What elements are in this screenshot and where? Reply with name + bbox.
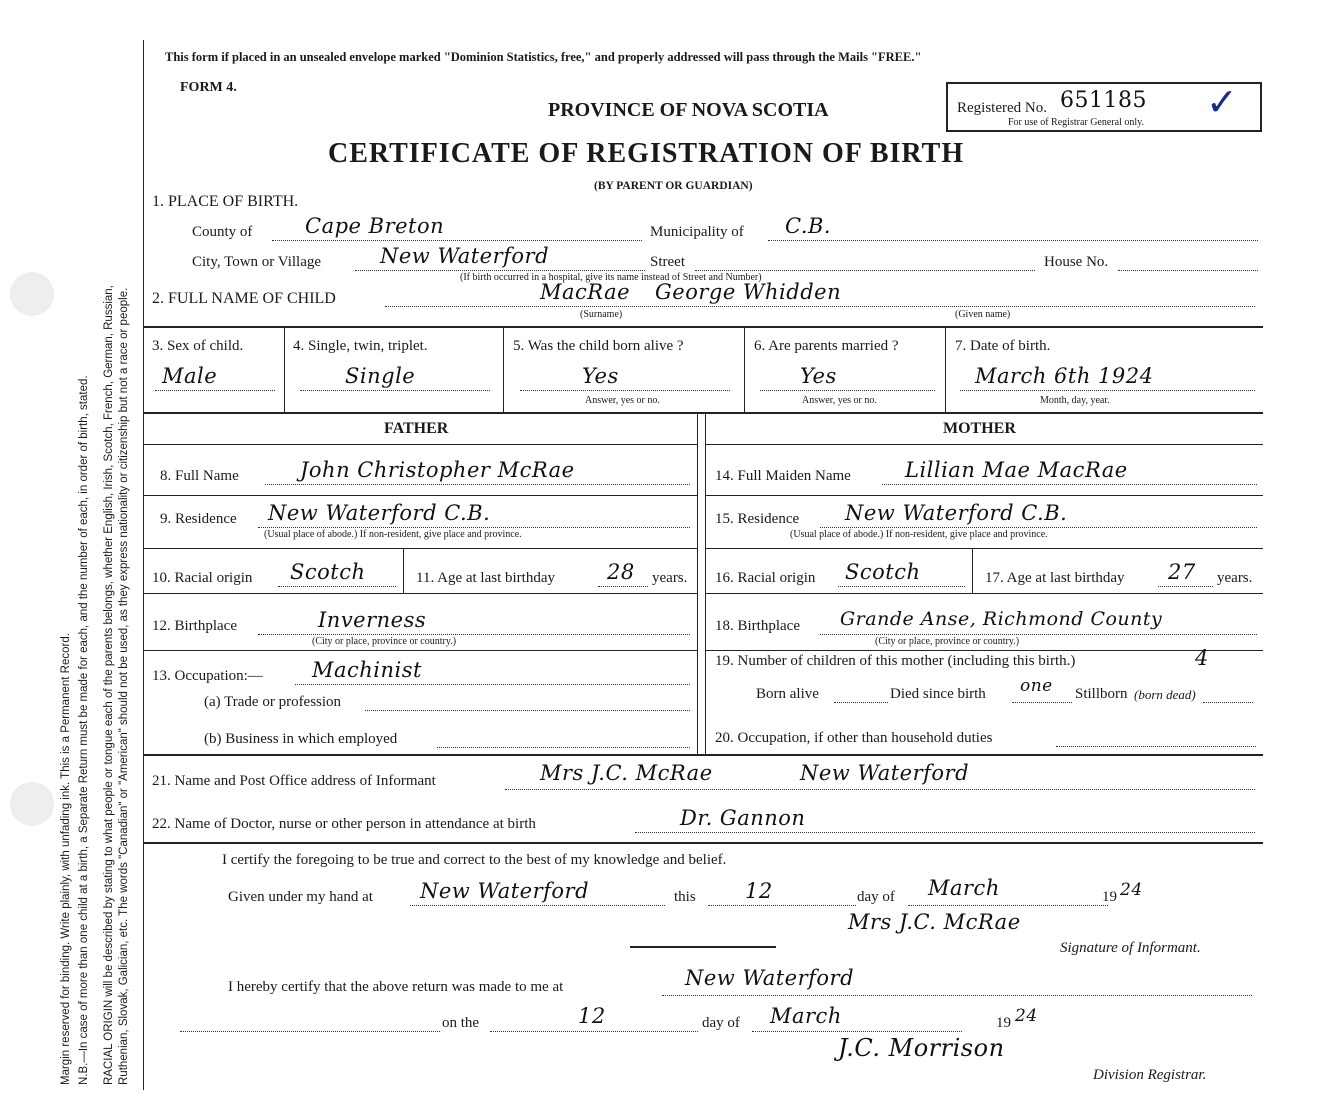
municipality-value: C.B.: [785, 214, 832, 238]
stillborn-label: Stillborn: [1075, 686, 1128, 702]
married-value: Yes: [800, 364, 837, 388]
mother-racial-label: 16. Racial origin: [715, 570, 816, 586]
alive-caption: Answer, yes or no.: [585, 395, 660, 406]
mother-children-value: 4: [1195, 646, 1209, 670]
this-label: this: [674, 889, 696, 905]
given-under-hand-label: Given under my hand at: [228, 889, 373, 905]
mother-age-unit: years.: [1217, 570, 1253, 586]
dob-label: 7. Date of birth.: [955, 338, 1051, 354]
mother-birthplace-value: Grande Anse, Richmond County: [840, 608, 1163, 630]
registrar-place: New Waterford: [685, 966, 855, 990]
mother-age-label: 17. Age at last birthday: [985, 570, 1125, 586]
father-residence-value: New Waterford C.B.: [268, 501, 491, 525]
month-value: March: [928, 876, 1000, 900]
father-residence-label: 9. Residence: [160, 511, 237, 527]
province-heading: PROVINCE OF NOVA SCOTIA: [548, 99, 829, 121]
margin-note-2: N.B.—In case of more than one child at a birth, a Separate Return must be made for each, and the number of each, in order of birth, stated.: [78, 375, 90, 1085]
father-age-unit: years.: [652, 570, 688, 586]
informant-signature: Mrs J.C. McRae: [848, 910, 1021, 934]
given-caption: (Given name): [955, 309, 1011, 320]
hospital-note: (If birth occurred in a hospital, give its name instead of Street and Number): [460, 272, 762, 283]
father-name-value: John Christopher McRae: [300, 458, 575, 482]
certificate-title: CERTIFICATE OF REGISTRATION OF BIRTH: [328, 138, 965, 169]
year-suffix: 24: [1120, 880, 1143, 900]
city-value: New Waterford: [380, 244, 550, 268]
mother-occupation-label: 20. Occupation, if other than household duties: [715, 730, 993, 746]
stillborn-caption: (born dead): [1134, 687, 1196, 702]
dob-value: March 6th 1924: [975, 364, 1154, 388]
trade-label: (a) Trade or profession: [204, 694, 342, 710]
registration-month: March: [770, 1004, 842, 1028]
registrar-statement: I hereby certify that the above return was made to me at: [228, 979, 564, 995]
year-prefix: 19: [1102, 889, 1117, 905]
father-birthplace-caption: (City or place, province or country.): [312, 636, 457, 647]
child-given-name: George Whidden: [655, 280, 842, 304]
married-label: 6. Are parents married ?: [754, 338, 899, 354]
certificate-subtitle: (BY PARENT OR GUARDIAN): [594, 180, 753, 192]
margin-note-4: Ruthenian, Slovak, Galician, etc. The words "Canadian" or "American" should not be used, as they express nationality or citizenship but not a race or people.: [118, 287, 130, 1085]
place-of-birth-heading: 1. PLACE OF BIRTH.: [152, 193, 299, 210]
died-since-birth-value: one: [1020, 676, 1053, 696]
registrar-signature: J.C. Morrison: [838, 1034, 1005, 1062]
registered-number: 651185: [1060, 88, 1147, 113]
father-residence-caption: (Usual place of abode.) If non-resident, give place and province.: [264, 529, 522, 540]
county-value: Cape Breton: [305, 214, 445, 238]
city-label: City, Town or Village: [192, 254, 322, 270]
plurality-value: Single: [345, 364, 416, 388]
informant-label: 21. Name and Post Office address of Informant: [152, 773, 436, 789]
binding-hole: [10, 272, 54, 316]
this-day-value: 12: [745, 879, 773, 903]
mother-residence-value: New Waterford C.B.: [845, 501, 1068, 525]
given-place: New Waterford: [420, 879, 590, 903]
doctor-value: Dr. Gannon: [680, 806, 806, 830]
registration-year-suffix: 24: [1015, 1006, 1038, 1026]
child-surname: MacRae: [540, 280, 631, 304]
father-occupation-value: Machinist: [312, 658, 422, 682]
mother-heading: MOTHER: [943, 420, 1016, 437]
father-birthplace-value: Inverness: [318, 608, 427, 632]
father-name-label: 8. Full Name: [160, 468, 239, 484]
mother-birthplace-label: 18. Birthplace: [715, 618, 800, 634]
born-alive-label: Born alive: [756, 686, 819, 702]
mother-name-label: 14. Full Maiden Name: [715, 468, 851, 484]
binding-hole: [10, 782, 54, 826]
certification-statement: I certify the foregoing to be true and correct to the best of my knowledge and belief.: [222, 852, 727, 868]
father-racial-value: Scotch: [290, 560, 366, 584]
plurality-label: 4. Single, twin, triplet.: [293, 338, 428, 354]
father-occupation-label: 13. Occupation:—: [152, 668, 263, 684]
county-label: County of: [192, 224, 253, 240]
mother-racial-value: Scotch: [845, 560, 921, 584]
business-label: (b) Business in which employed: [204, 731, 398, 747]
informant-address: New Waterford: [800, 761, 970, 785]
surname-caption: (Surname): [580, 309, 623, 320]
registered-box: [946, 82, 1262, 132]
married-caption: Answer, yes or no.: [802, 395, 877, 406]
father-racial-label: 10. Racial origin: [152, 570, 253, 586]
mother-age-value: 27: [1168, 560, 1196, 584]
mother-residence-caption: (Usual place of abode.) If non-resident, give place and province.: [790, 529, 1048, 540]
day-of-label: day of: [857, 889, 895, 905]
registration-day-of-label: day of: [702, 1015, 740, 1031]
died-since-birth-label: Died since birth: [890, 686, 986, 702]
father-age-value: 28: [607, 560, 635, 584]
alive-label: 5. Was the child born alive ?: [513, 338, 684, 354]
registration-day: 12: [578, 1004, 606, 1028]
alive-value: Yes: [582, 364, 619, 388]
on-the-label: on the: [442, 1015, 480, 1031]
registrar-caption: Division Registrar.: [1093, 1067, 1207, 1083]
postal-notice: This form if placed in an unsealed envelope marked "Dominion Statistics, free," and properly addressed will pass through the Mails "FREE.": [165, 50, 922, 64]
informant-signature-caption: Signature of Informant.: [1060, 940, 1201, 956]
father-age-label: 11. Age at last birthday: [416, 570, 555, 586]
informant-name: Mrs J.C. McRae: [540, 761, 713, 785]
mother-name-value: Lillian Mae MacRae: [905, 458, 1128, 482]
margin-note-1: Margin reserved for binding. Write plainly, with unfading ink. This is a Permanent Record.: [60, 633, 72, 1085]
registrar-note: For use of Registrar General only.: [1008, 117, 1144, 128]
margin-note-3: RACIAL ORIGIN will be described by stating to what people or tongue each of the parents belongs, whether English, Irish, Scotch, French, German, Russian,: [103, 285, 115, 1085]
mother-birthplace-caption: (City or place, province or country.): [875, 636, 1020, 647]
father-birthplace-label: 12. Birthplace: [152, 618, 237, 634]
municipality-label: Municipality of: [650, 224, 744, 240]
margin-border: [143, 40, 144, 1090]
house-number-label: House No.: [1044, 254, 1109, 270]
doctor-label: 22. Name of Doctor, nurse or other person in attendance at birth: [152, 816, 536, 832]
registration-year-prefix: 19: [996, 1015, 1011, 1031]
street-label: Street: [650, 254, 685, 270]
mother-children-label: 19. Number of children of this mother (including this birth.): [715, 653, 1076, 669]
father-heading: FATHER: [384, 420, 449, 437]
sex-label: 3. Sex of child.: [152, 338, 244, 354]
form-number: FORM 4.: [180, 80, 237, 95]
sex-value: Male: [162, 364, 218, 388]
child-name-label: 2. FULL NAME OF CHILD: [152, 290, 336, 307]
check-mark-icon: ✓: [1206, 82, 1238, 124]
dob-caption: Month, day, year.: [1040, 395, 1110, 406]
registered-label: Registered No.: [957, 100, 1047, 116]
mother-residence-label: 15. Residence: [715, 511, 800, 527]
